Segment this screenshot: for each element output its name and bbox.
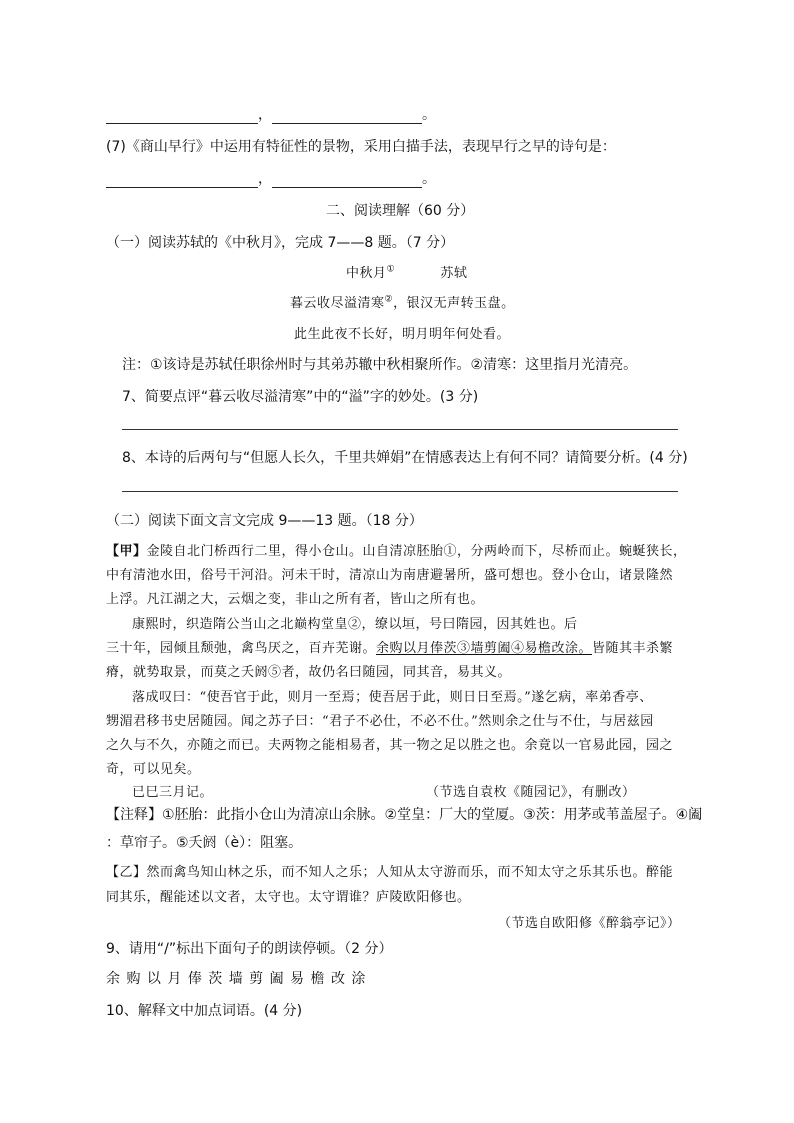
- annotations: [106, 804, 702, 824]
- passage-source: （节选自欧阳修《醉翁亭记》）: [498, 916, 681, 931]
- question-9: 9、请用“/”标出下面句子的朗读停顿。（2 分）: [106, 941, 393, 957]
- footnote-mark: ①: [386, 264, 396, 275]
- poem-line-1: [290, 292, 515, 311]
- underlined-sentence: 余购以月俸茨③墙剪阖④易檐改涂。: [376, 641, 593, 656]
- passage-line: 中有清池水田，俗号干河沿。河未干时，清凉山为南唐避暑所，盛可想也。登小仓山，诸景隆然: [106, 568, 674, 583]
- passage-date: 已巳三月记。: [132, 785, 214, 800]
- question-7: 7、简要点评“暮云收尽溢清寒”中的“溢”字的妙处。(3 分): [122, 389, 479, 405]
- answer-blank[interactable]: [106, 109, 258, 124]
- passage-line: 瘠，就势取景，而莫之夭阏⑤者，故仍名曰随园，同其音，易其义。: [106, 665, 512, 680]
- answer-line-row: [106, 104, 436, 124]
- comma: ，: [258, 107, 272, 123]
- passage-line: 落成叹曰：“使吾官于此，则月一至焉；使吾居于此，则日日至焉。”遂乞病，率弟香亭、: [132, 690, 653, 705]
- passage-line: 之久与不久，亦随之而已。夫两物之能相易者，其一物之足以胜之也。余竟以一官易此园，园之: [106, 738, 674, 753]
- answer-line[interactable]: [122, 491, 678, 492]
- poem-title-text: 中秋月: [346, 266, 387, 281]
- period: 。: [422, 107, 436, 123]
- poem-note: 注：①该诗是苏轼任职徐州时与其弟苏辙中秋相聚所作。②清寒：这里指月光清亮。: [122, 357, 638, 373]
- period: 。: [422, 171, 436, 187]
- passage-jia-line: [106, 540, 687, 559]
- passage-text: 三十年，园倾且颓弛，禽鸟厌之，百卉芜谢。: [106, 641, 377, 656]
- question-8: 8、本诗的后两句与“但愿人长久，千里共婵娟”在情感表达上有何不同？请简要分析。(4 分): [122, 450, 688, 466]
- annotations-line: 【注释】①胚胎：此指小仓山为清凉山余脉。②堂皇：厂大的堂厦。③茨：用茅或苇盖屋子。④阖: [106, 807, 703, 823]
- passage-text: 皆随其丰杀繁: [592, 641, 674, 656]
- annotations-line: ：草帘子。⑤夭阏（è）：阻塞。: [106, 835, 303, 851]
- poem-title: [346, 262, 467, 281]
- poem-line-2: 此生此夜不长好，明月明年何处看。: [294, 327, 511, 342]
- answer-blank[interactable]: [106, 173, 258, 188]
- passage-line: 同其乐，醒能述以文者，太守也。太守谓谁？庐陵欧阳修也。: [106, 890, 471, 905]
- passage-source: （节选自袁枚《随园记》，有删改）: [426, 785, 636, 800]
- passage-label-jia: 【甲】: [106, 544, 147, 559]
- comma: ，: [258, 171, 272, 187]
- pause-marking-sentence[interactable]: 余 购 以 月 俸 茨 墙 剪 阖 易 檐 改 涂: [106, 971, 367, 987]
- part2-heading: （二）阅读下面文言文完成 9——13 题。（18 分）: [106, 513, 423, 529]
- passage-line: 奇，可以见矣。: [106, 762, 201, 777]
- passage-line: 上浮。凡江湖之大，云烟之变，非山之所有者，皆山之所有也。: [106, 592, 485, 607]
- passage-line: [106, 637, 673, 656]
- part1-heading: （一）阅读苏轼的《中秋月》，完成 7——8 题。（7 分）: [106, 235, 455, 251]
- passage-line: 甥湄君移书史居随园。闻之苏子曰：“君子不必仕，不必不仕。”然则余之仕与不仕，与居兹园: [106, 714, 654, 729]
- answer-line-row: [106, 168, 436, 188]
- footnote-mark: ②: [384, 294, 394, 305]
- passage-line: 康熙时，织造隋公当山之北巅构堂皇②，缭以垣，号曰隋园，因其姓也。后: [132, 617, 578, 632]
- question-7-poem-prompt: (7)《商山早行》中运用有特征性的景物，采用白描手法，表现早行之早的诗句是：: [106, 139, 616, 155]
- passage-yi-line: 【乙】然而禽鸟知山林之乐，而不知人之乐；人知从太守游而乐，而不知太守之乐其乐也。醉能: [106, 865, 674, 880]
- question-10: 10、解释文中加点词语。(4 分): [106, 1003, 303, 1019]
- answer-line[interactable]: [122, 429, 678, 430]
- poem-line-1-b: ，银汉无声转玉盘。: [393, 296, 515, 311]
- section-title: 二、阅读理解（60 分）: [326, 203, 475, 219]
- poem-line-1-a: 暮云收尽溢清寒: [290, 296, 385, 311]
- answer-blank[interactable]: [272, 173, 422, 188]
- poem-author: 苏轼: [440, 266, 468, 281]
- answer-blank[interactable]: [272, 109, 422, 124]
- passage-text: 金陵自北门桥西行二里，得小仓山。山自清凉胚胎①，分两岭而下，尽桥而止。蜿蜒狭长，: [146, 544, 687, 559]
